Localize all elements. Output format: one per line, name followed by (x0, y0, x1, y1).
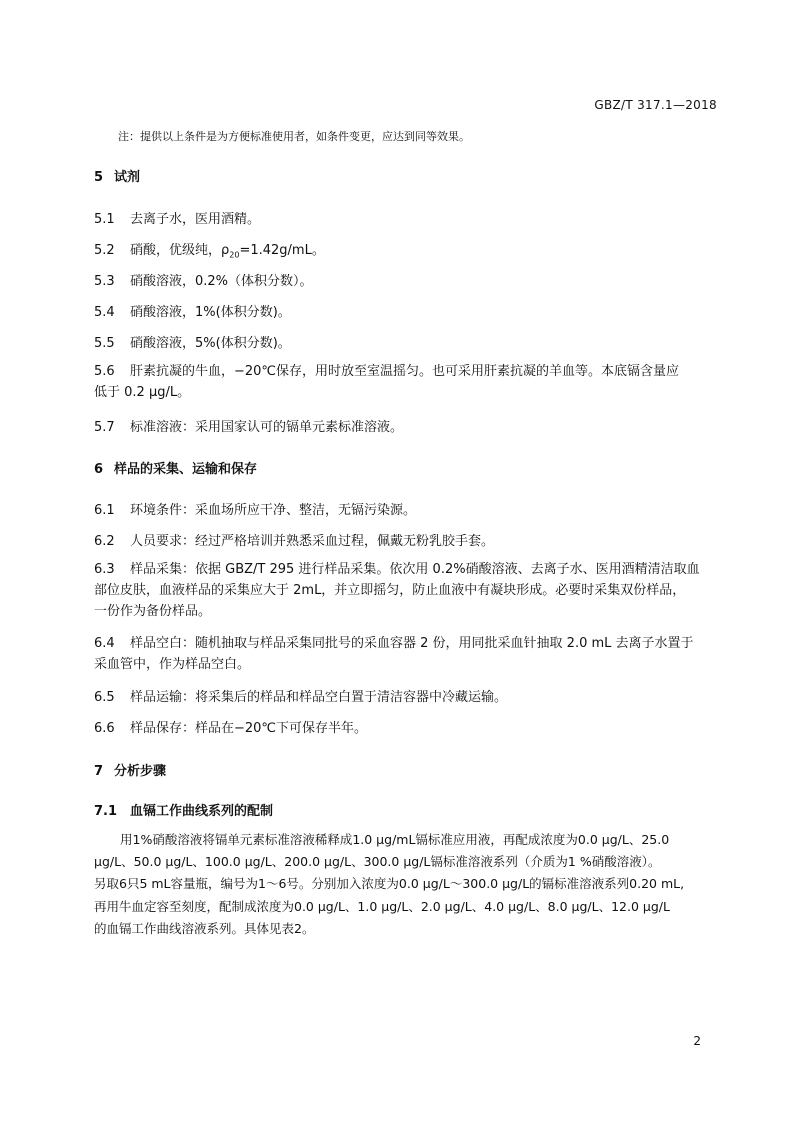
section-title: 样品的采集、运输和保存 (114, 462, 258, 477)
preparation-paragraph (94, 829, 716, 940)
clause-text: 硝酸溶液，0.2%（体积分数）。 (130, 274, 313, 289)
section-number: 5 (94, 170, 104, 185)
clause-text: 标准溶液：采用国家认可的镉单元素标准溶液。 (130, 420, 404, 435)
clause-text-line-2: 采血管中，作为样品空白。 (94, 657, 251, 672)
clause-number: 5.6 (94, 364, 115, 379)
clause-text-line-1: 样品采集：依据 GBZ/T 295 进行样品采集。依次用 0.2%硝酸溶液、去离子水、医用酒精清洁取血 (130, 562, 700, 577)
clause-5-7 (94, 416, 403, 435)
clause-number: 6.4 (94, 636, 115, 651)
clause-text: 环境条件：采血场所应干净、整洁，无镉污染源。 (130, 503, 417, 518)
section-title: 分析步骤 (114, 764, 167, 779)
clause-6-4 (94, 633, 716, 675)
clause-6-6 (94, 717, 367, 736)
clause-text-line-2: 低于 0.2 μg/L。 (94, 385, 191, 400)
clause-number: 5.3 (94, 274, 115, 289)
paragraph-line-3: 另取6只5 mL容量瓶，编号为1～6号。分别加入浓度为0.0 μg/L～300.0 μg/L的镉标准溶液系列0.20 mL, (94, 876, 685, 892)
clause-6-5 (94, 686, 507, 705)
section-number: 6 (94, 462, 104, 477)
clause-text-part-b: =1.42g/mL。 (239, 243, 325, 258)
subsection-title: 血镉工作曲线系列的配制 (130, 804, 274, 819)
clause-text: 样品运输：将采集后的样品和样品空白置于清洁容器中冷藏运输。 (130, 690, 508, 705)
clause-text: 去离子水，医用酒精。 (130, 212, 261, 227)
page-number: 2 (693, 1034, 701, 1048)
section-6-heading (94, 458, 257, 477)
density-subscript: 20 (229, 250, 240, 260)
clause-text: 硝酸溶液，5%(体积分数)。 (130, 336, 291, 351)
clause-number: 5.5 (94, 336, 115, 351)
subsection-number: 7.1 (94, 804, 118, 819)
section-7-heading (94, 760, 166, 779)
section-title: 试剂 (114, 170, 141, 185)
clause-text: 人员要求：经过严格培训并熟悉采血过程，佩戴无粉乳胶手套。 (130, 534, 495, 549)
section-number: 7 (94, 764, 104, 779)
clause-number: 6.2 (94, 534, 115, 549)
clause-text-line-2: 部位皮肤，血液样品的采集应大于 2mL，并立即摇匀，防止血液中有凝块形成。必要时采集双份样品， (94, 583, 686, 598)
clause-text: 硝酸溶液，1%(体积分数)。 (130, 305, 291, 320)
clause-6-3 (94, 559, 716, 622)
clause-6-1 (94, 499, 416, 518)
paragraph-line-1: 用1%硝酸溶液将镉单元素标准溶液稀释成1.0 μg/mL镉标准应用液，再配成浓度为0.0 μg/L、25.0 (120, 832, 670, 847)
paragraph-line-4: 再用牛血定容至刻度，配制成浓度为0.0 μg/L、1.0 μg/L、2.0 μg/L、4.0 μg/L、8.0 μg/L、12.0 μg/L (94, 898, 670, 914)
clause-5-2 (94, 239, 325, 260)
clause-number: 5.1 (94, 212, 115, 227)
clause-number: 5.4 (94, 305, 115, 320)
paragraph-line-2: μg/L、50.0 μg/L、100.0 μg/L、200.0 μg/L、300.0 μg/L镉标准溶液系列（介质为1 %硝酸溶液）。 (94, 854, 661, 870)
clause-text: 样品保存：样品在−20℃下可保存半年。 (130, 721, 368, 736)
clause-text-line-1: 样品空白：随机抽取与样品采集同批号的采血容器 2 份，用同批采血针抽取 2.0 mL 去离子水置于 (130, 636, 694, 651)
clause-number: 6.3 (94, 562, 115, 577)
section-5-heading (94, 166, 140, 185)
paragraph-line-5: 的血镉工作曲线溶液系列。具体见表2。 (94, 920, 315, 936)
subsection-7-1-heading (94, 800, 273, 819)
document-code-header: GBZ/T 317.1—2018 (594, 98, 717, 112)
clause-number: 5.2 (94, 243, 115, 258)
clause-number: 6.1 (94, 503, 115, 518)
note-text: 注：提供以上条件是为方便标准使用者，如条件变更，应达到同等效果。 (118, 130, 470, 143)
clause-number: 6.6 (94, 721, 115, 736)
clause-6-2 (94, 530, 494, 549)
clause-5-1 (94, 208, 260, 227)
clause-text-line-3: 一份作为备份样品。 (94, 604, 212, 619)
clause-text-part-a: 硝酸，优级纯，ρ (130, 243, 230, 258)
clause-number: 6.5 (94, 690, 115, 705)
clause-5-5 (94, 332, 291, 351)
clause-5-6 (94, 361, 716, 403)
clause-number: 5.7 (94, 420, 115, 435)
clause-text-line-1: 肝素抗凝的牛血，−20℃保存，用时放至室温摇匀。也可采用肝素抗凝的羊血等。本底镉含量应 (130, 364, 680, 379)
clause-5-3 (94, 270, 313, 289)
clause-5-4 (94, 301, 291, 320)
